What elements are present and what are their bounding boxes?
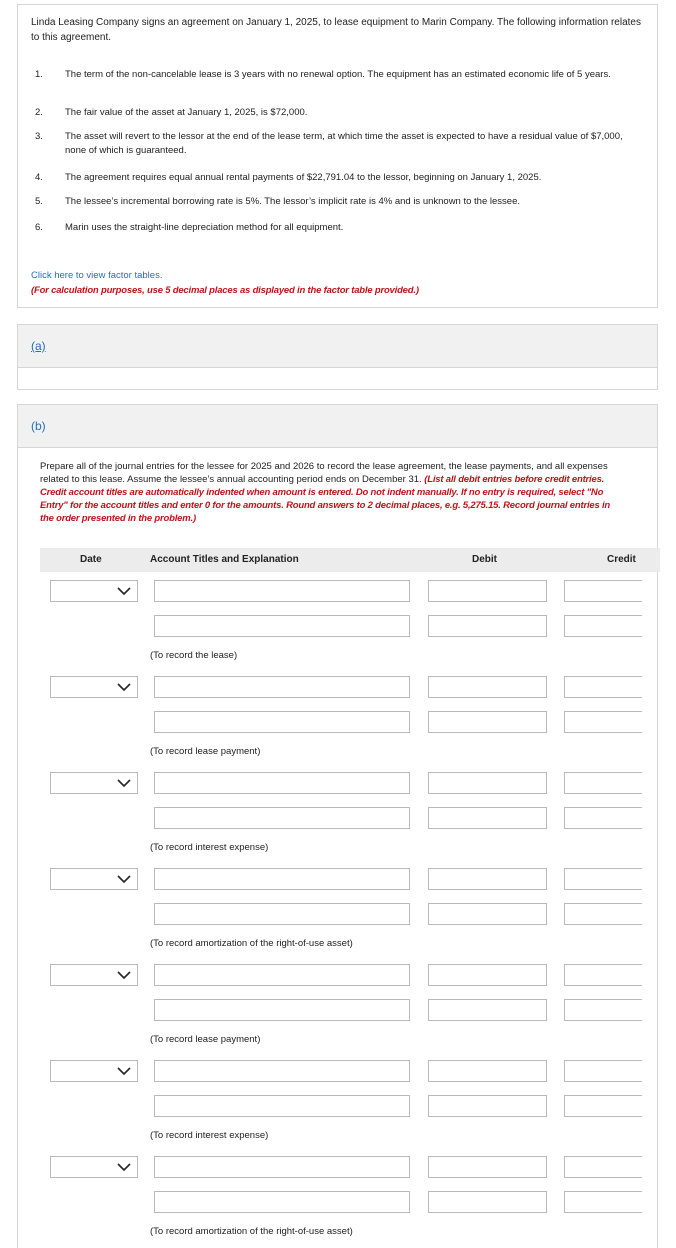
credit-input[interactable]	[564, 1060, 642, 1082]
requirement-text: The asset will revert to the lessor at the end of the lease term, at which time the asset is expected to have a residual value of $7,000, none of which is guaranteed.	[65, 131, 623, 156]
chevron-down-icon	[116, 1160, 132, 1174]
chevron-down-icon	[116, 680, 132, 694]
debit-input[interactable]	[428, 999, 547, 1021]
part-b-instructions	[40, 460, 625, 525]
journal-table-header	[40, 548, 660, 572]
account-title-input[interactable]	[154, 964, 410, 986]
account-title-input[interactable]	[154, 868, 410, 890]
credit-input[interactable]	[564, 964, 642, 986]
date-select[interactable]	[50, 676, 138, 698]
date-select[interactable]	[50, 772, 138, 794]
account-title-input[interactable]	[154, 999, 410, 1021]
header-credit: Credit	[607, 554, 636, 565]
debit-input[interactable]	[428, 807, 547, 829]
entry-explanation: (To record interest expense)	[150, 1130, 269, 1141]
debit-input[interactable]	[428, 772, 547, 794]
credit-input[interactable]	[564, 1095, 642, 1117]
credit-input[interactable]	[564, 807, 642, 829]
debit-input[interactable]	[428, 1156, 547, 1178]
part-b-label: (b)	[31, 419, 46, 433]
instruction-red-note: (List all debit entries before credit entries. Credit account titles are automatically indented when amount is entered. Do not indent manually. If no entry is required, select "No Entry" for the account titles and enter 0 for the amounts. Round answers to 2 decimal places, e.g. 5,275.15. Record journal entries in the order presented in the problem.)	[40, 474, 611, 524]
chevron-down-icon	[116, 872, 132, 886]
header-account: Account Titles and Explanation	[150, 554, 299, 565]
date-select[interactable]	[50, 1060, 138, 1082]
account-title-input[interactable]	[154, 711, 410, 733]
chevron-down-icon	[116, 968, 132, 982]
date-select[interactable]	[50, 964, 138, 986]
debit-input[interactable]	[428, 1095, 547, 1117]
calculation-note: (For calculation purposes, use 5 decimal places as displayed in the factor table provided.)	[31, 285, 419, 296]
part-b-body	[17, 448, 658, 1248]
credit-input[interactable]	[564, 580, 642, 602]
account-title-input[interactable]	[154, 676, 410, 698]
requirement-text: The agreement requires equal annual rental payments of $22,791.04 to the lessor, beginning on January 1, 2025.	[65, 172, 542, 183]
requirement-number: 4.	[35, 172, 43, 183]
debit-input[interactable]	[428, 903, 547, 925]
requirement-number: 5.	[35, 196, 43, 207]
part-a-label[interactable]: (a)	[31, 339, 46, 353]
entry-explanation: (To record lease payment)	[150, 746, 261, 757]
problem-intro: Linda Leasing Company signs an agreement on January 1, 2025, to lease equipment to Marin Company. The following information relates to this agreement.	[31, 17, 641, 43]
debit-input[interactable]	[428, 580, 547, 602]
requirement-number: 6.	[35, 222, 43, 233]
date-select[interactable]	[50, 868, 138, 890]
credit-input[interactable]	[564, 772, 642, 794]
entry-explanation: (To record interest expense)	[150, 842, 269, 853]
credit-input[interactable]	[564, 868, 642, 890]
account-title-input[interactable]	[154, 1191, 410, 1213]
problem-card	[17, 4, 658, 308]
credit-input[interactable]	[564, 615, 642, 637]
account-title-input[interactable]	[154, 615, 410, 637]
credit-input[interactable]	[564, 1191, 642, 1213]
debit-input[interactable]	[428, 711, 547, 733]
part-a-body	[17, 368, 658, 390]
credit-input[interactable]	[564, 903, 642, 925]
part-b-header	[17, 404, 658, 448]
chevron-down-icon	[116, 776, 132, 790]
entry-explanation: (To record the lease)	[150, 650, 238, 661]
factor-tables-link[interactable]: Click here to view factor tables.	[31, 270, 163, 281]
credit-input[interactable]	[564, 999, 642, 1021]
credit-input[interactable]	[564, 1156, 642, 1178]
chevron-down-icon	[116, 584, 132, 598]
requirement-text: The fair value of the asset at January 1, 2025, is $72,000.	[65, 107, 308, 118]
requirement-number: 3.	[35, 131, 43, 142]
entry-explanation: (To record lease payment)	[150, 1034, 261, 1045]
debit-input[interactable]	[428, 615, 547, 637]
requirement-number: 1.	[35, 69, 43, 80]
requirement-number: 2.	[35, 107, 43, 118]
header-debit: Debit	[472, 554, 497, 565]
account-title-input[interactable]	[154, 903, 410, 925]
instruction-text: Prepare all of the journal entries for the lessee for 2025 and 2026 to record the lease agreement, the lease payments, and all expenses related to this lease. Assume the lessee’s annual accounting period ends on December 31.	[40, 461, 608, 485]
account-title-input[interactable]	[154, 1060, 410, 1082]
debit-input[interactable]	[428, 676, 547, 698]
account-title-input[interactable]	[154, 580, 410, 602]
account-title-input[interactable]	[154, 807, 410, 829]
debit-input[interactable]	[428, 1060, 547, 1082]
date-select[interactable]	[50, 580, 138, 602]
account-title-input[interactable]	[154, 1156, 410, 1178]
part-a-header[interactable]	[17, 324, 658, 368]
account-title-input[interactable]	[154, 1095, 410, 1117]
account-title-input[interactable]	[154, 772, 410, 794]
requirement-text: The lessee’s incremental borrowing rate is 5%. The lessor’s implicit rate is 4% and is unknown to the lessee.	[65, 196, 520, 207]
header-date: Date	[80, 554, 102, 565]
entry-explanation: (To record amortization of the right-of-use asset)	[150, 938, 353, 949]
date-select[interactable]	[50, 1156, 138, 1178]
credit-input[interactable]	[564, 676, 642, 698]
credit-input[interactable]	[564, 711, 642, 733]
requirement-text: The term of the non-cancelable lease is 3 years with no renewal option. The equipment has an estimated economic life of 5 years.	[65, 69, 611, 80]
debit-input[interactable]	[428, 868, 547, 890]
debit-input[interactable]	[428, 964, 547, 986]
chevron-down-icon	[116, 1064, 132, 1078]
requirement-text: Marin uses the straight-line depreciation method for all equipment.	[65, 222, 344, 233]
entry-explanation: (To record amortization of the right-of-use asset)	[150, 1226, 353, 1237]
debit-input[interactable]	[428, 1191, 547, 1213]
